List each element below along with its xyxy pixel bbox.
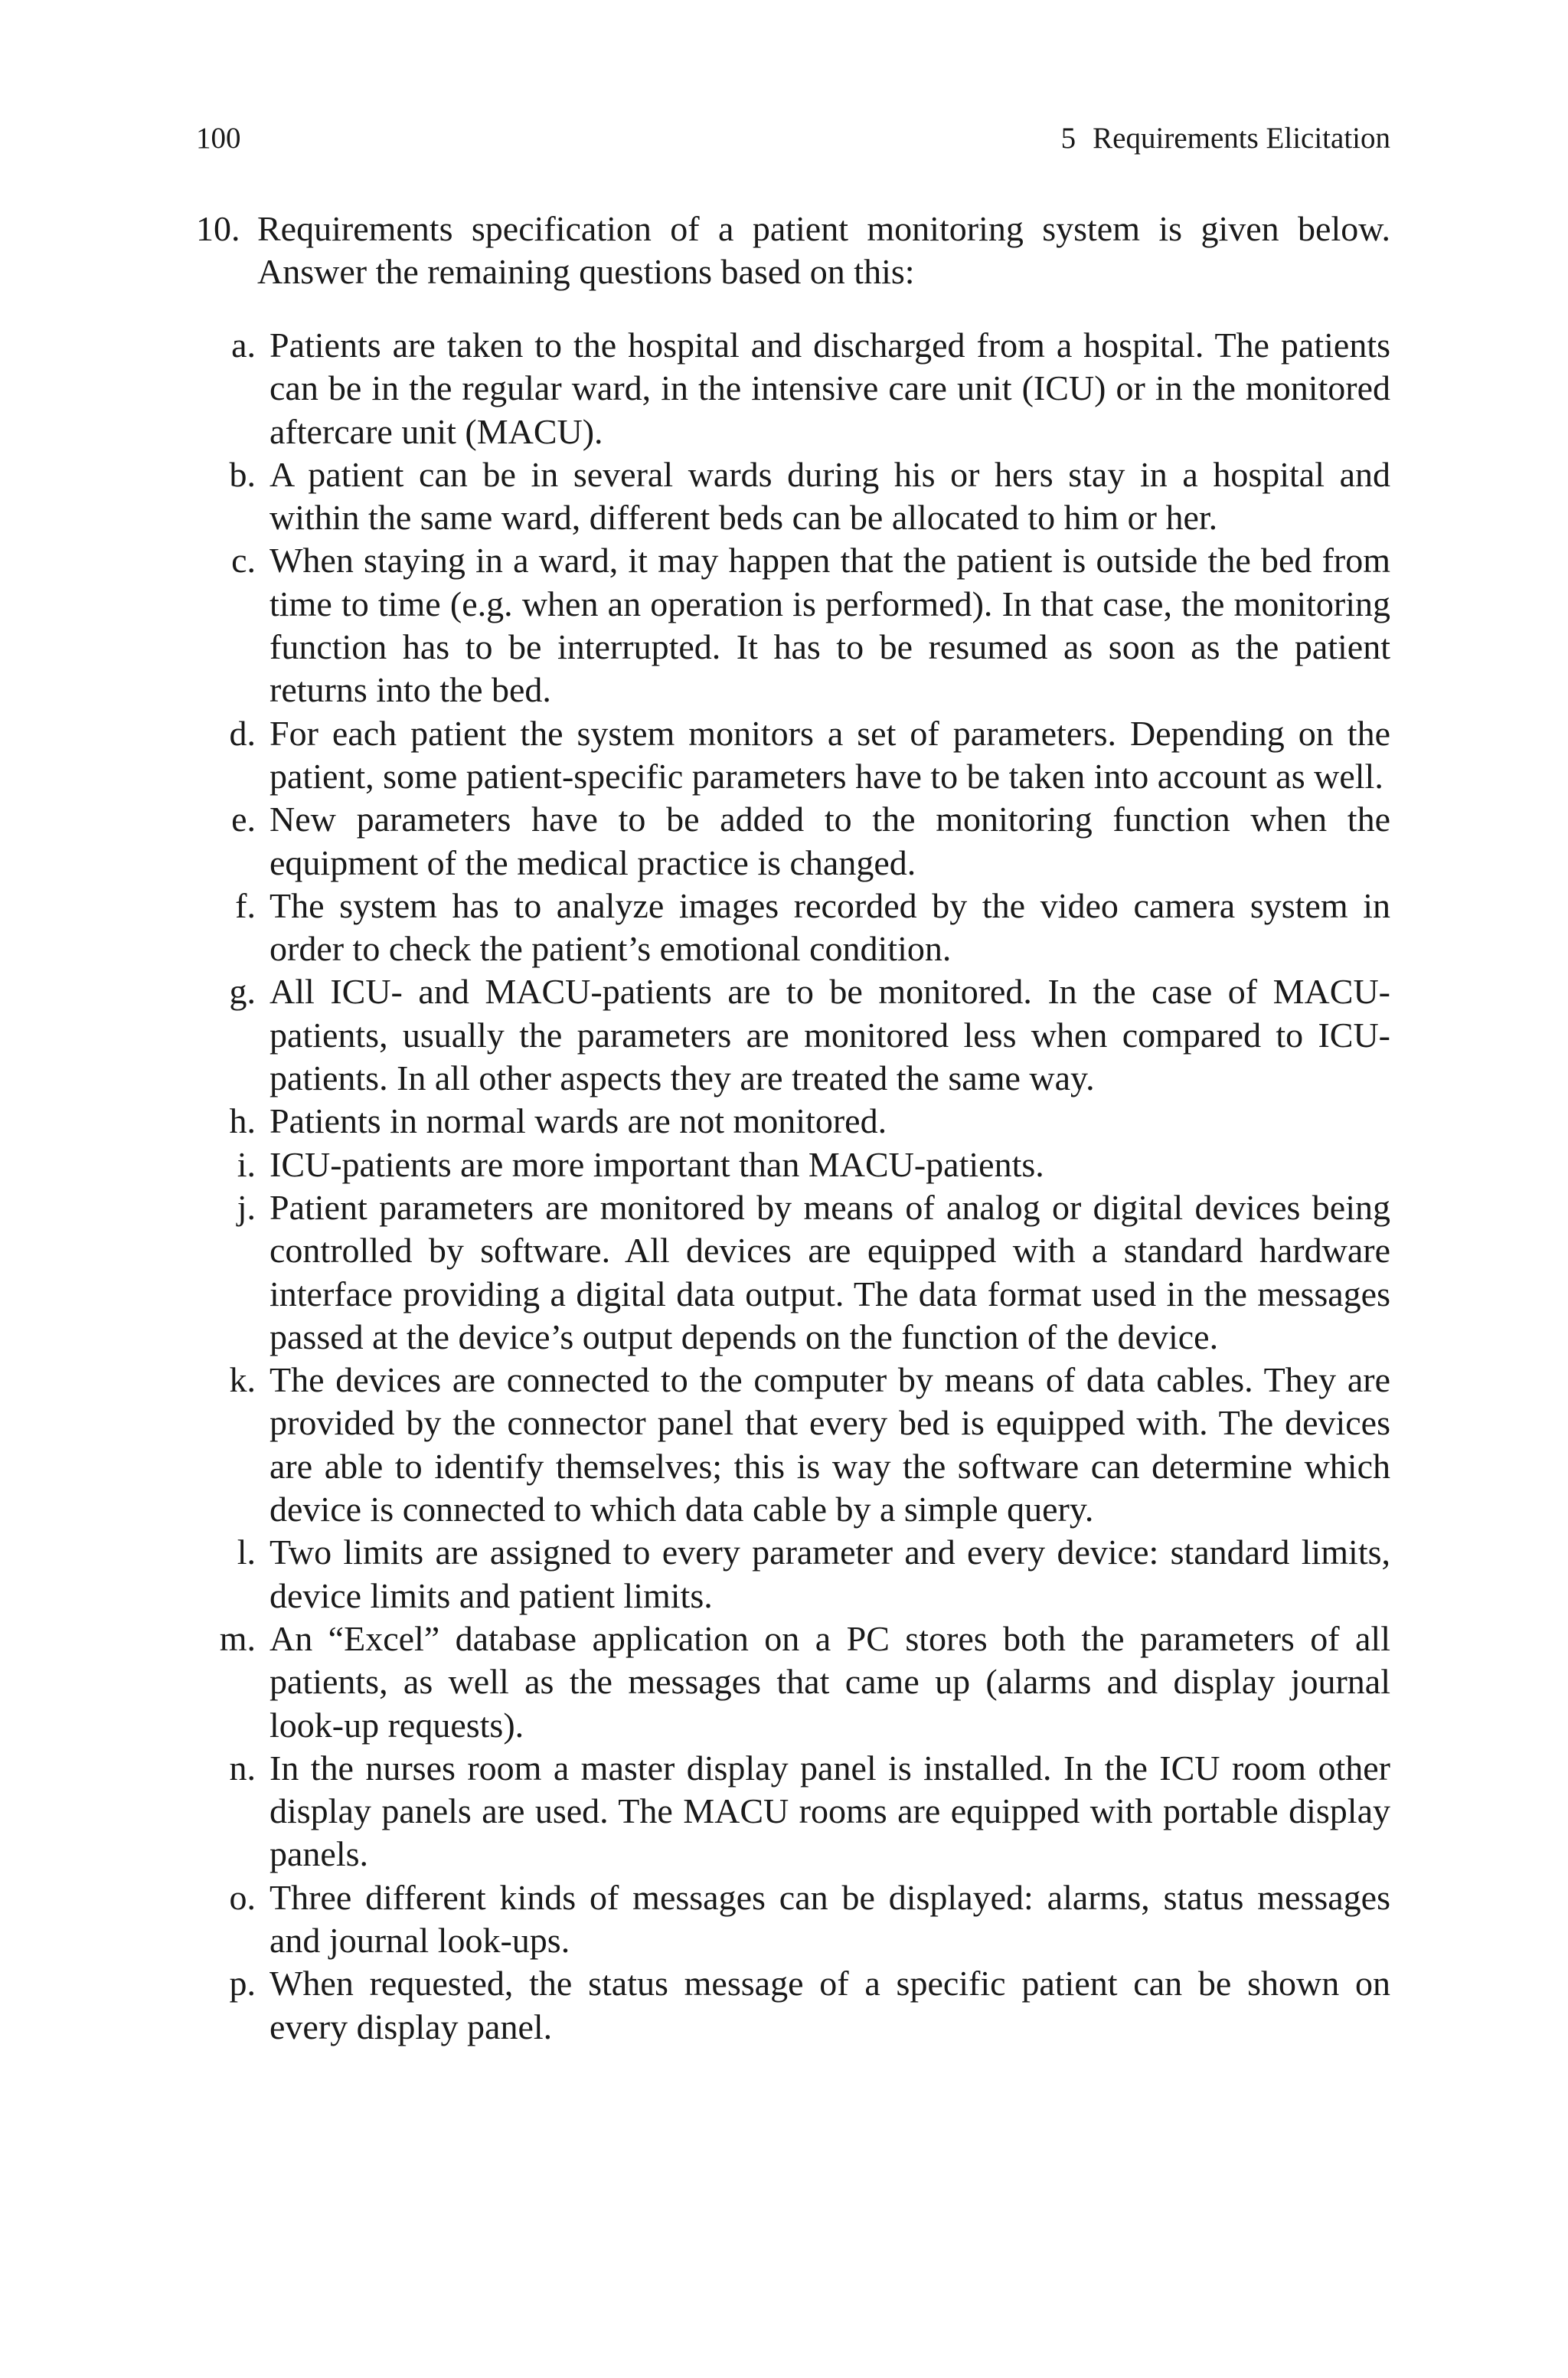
item-letter: e. <box>231 800 256 839</box>
item-text: Patients are taken to the hospital and discharged from a hospital. The patients can be in the regular ward, in the intensive care unit (ICU) or in the monitored aftercare unit (MACU). <box>270 325 1390 451</box>
list-item <box>196 1100 1390 1143</box>
item-text: Patients in normal wards are not monitored. <box>270 1101 887 1141</box>
item-text: When staying in a ward, it may happen that the patient is outside the bed from time to time (e.g. when an operation is performed). In that case, the monitoring function has to be interrupted. It has to be resumed as soon as the patient returns into the bed. <box>270 541 1390 710</box>
chapter-title: Requirements Elicitation <box>1093 122 1390 155</box>
item-text: In the nurses room a master display panel is installed. In the ICU room other display panels are used. The MACU rooms are equipped with portable display panels. <box>270 1748 1390 1874</box>
item-text: New parameters have to be added to the monitoring function when the equipment of the medical practice is changed. <box>270 800 1390 882</box>
item-text: ICU-patients are more important than MACU-patients. <box>270 1144 1044 1184</box>
list-item <box>196 453 1390 540</box>
item-letter: j. <box>237 1187 256 1227</box>
exercise-question <box>196 208 1390 293</box>
list-item <box>196 798 1390 885</box>
item-text: The system has to analyze images recorded by the video camera system in order to check the patient’s emotional condition. <box>270 885 1390 969</box>
list-item <box>196 539 1390 711</box>
item-letter: h. <box>229 1101 256 1141</box>
item-letter: l. <box>237 1532 256 1572</box>
item-letter: k. <box>229 1360 256 1400</box>
chapter-heading <box>1061 119 1390 158</box>
item-text: An “Excel” database application on a PC stores both the parameters of all patients, as well as the messages that came up (alarms and display journal look-up requests). <box>270 1618 1390 1745</box>
item-letter: p. <box>229 1964 256 2003</box>
list-item <box>196 1186 1390 1359</box>
list-item <box>196 1876 1390 1963</box>
item-letter: c. <box>231 541 256 581</box>
item-text: For each patient the system monitors a set of parameters. Depending on the patient, some patient-specific parameters have to be taken into account as well. <box>270 713 1390 796</box>
list-item <box>196 1747 1390 1876</box>
list-item <box>196 1143 1390 1186</box>
list-item <box>196 1962 1390 2049</box>
item-text: The devices are connected to the computer by means of data cables. They are provided by the connector panel that every bed is equipped with. The devices are able to identify themselves; this is way the software can determine which device is connected to which data cable by a simple query. <box>270 1360 1390 1529</box>
item-text: Patient parameters are monitored by means of analog or digital devices being controlled by software. All devices are equipped with a standard hardware interface providing a digital data output. The data format used in the messages passed at the device’s output depends on the function of the device. <box>270 1187 1390 1356</box>
item-text: A patient can be in several wards during his or hers stay in a hospital and within the same ward, different beds can be allocated to him or her. <box>270 454 1390 538</box>
item-letter: i. <box>237 1144 256 1184</box>
question-text: Requirements specification of a patient monitoring system is given below. Answer the remaining questions based on this: <box>257 209 1390 291</box>
list-item <box>196 1617 1390 1747</box>
list-item <box>196 712 1390 799</box>
item-letter: n. <box>229 1748 256 1788</box>
item-text: Three different kinds of messages can be displayed: alarms, status messages and journal look-ups. <box>270 1877 1390 1960</box>
list-item <box>196 970 1390 1100</box>
item-text: When requested, the status message of a specific patient can be shown on every display panel. <box>270 1964 1390 2046</box>
item-text: All ICU- and MACU-patients are to be monitored. In the case of MACU-patients, usually the parameters are monitored less when compared to ICU-patients. In all other aspects they are treated the same way. <box>270 972 1390 1098</box>
requirements-list <box>196 324 1390 2049</box>
list-item <box>196 324 1390 453</box>
list-item <box>196 885 1390 971</box>
item-letter: a. <box>231 325 256 365</box>
question-number: 10. <box>196 209 240 248</box>
chapter-number: 5 <box>1060 122 1076 155</box>
item-letter: o. <box>229 1877 256 1917</box>
item-letter: g. <box>229 972 256 1012</box>
item-letter: m. <box>219 1618 256 1658</box>
item-letter: d. <box>229 713 256 753</box>
item-text: Two limits are assigned to every parameter and every device: standard limits, device limits and patient limits. <box>270 1532 1390 1615</box>
list-item <box>196 1531 1390 1617</box>
list-item <box>196 1359 1390 1531</box>
item-letter: f. <box>235 885 256 925</box>
page-number: 100 <box>196 122 241 155</box>
item-letter: b. <box>229 454 256 494</box>
running-head <box>196 119 1390 158</box>
page <box>196 119 1390 2061</box>
